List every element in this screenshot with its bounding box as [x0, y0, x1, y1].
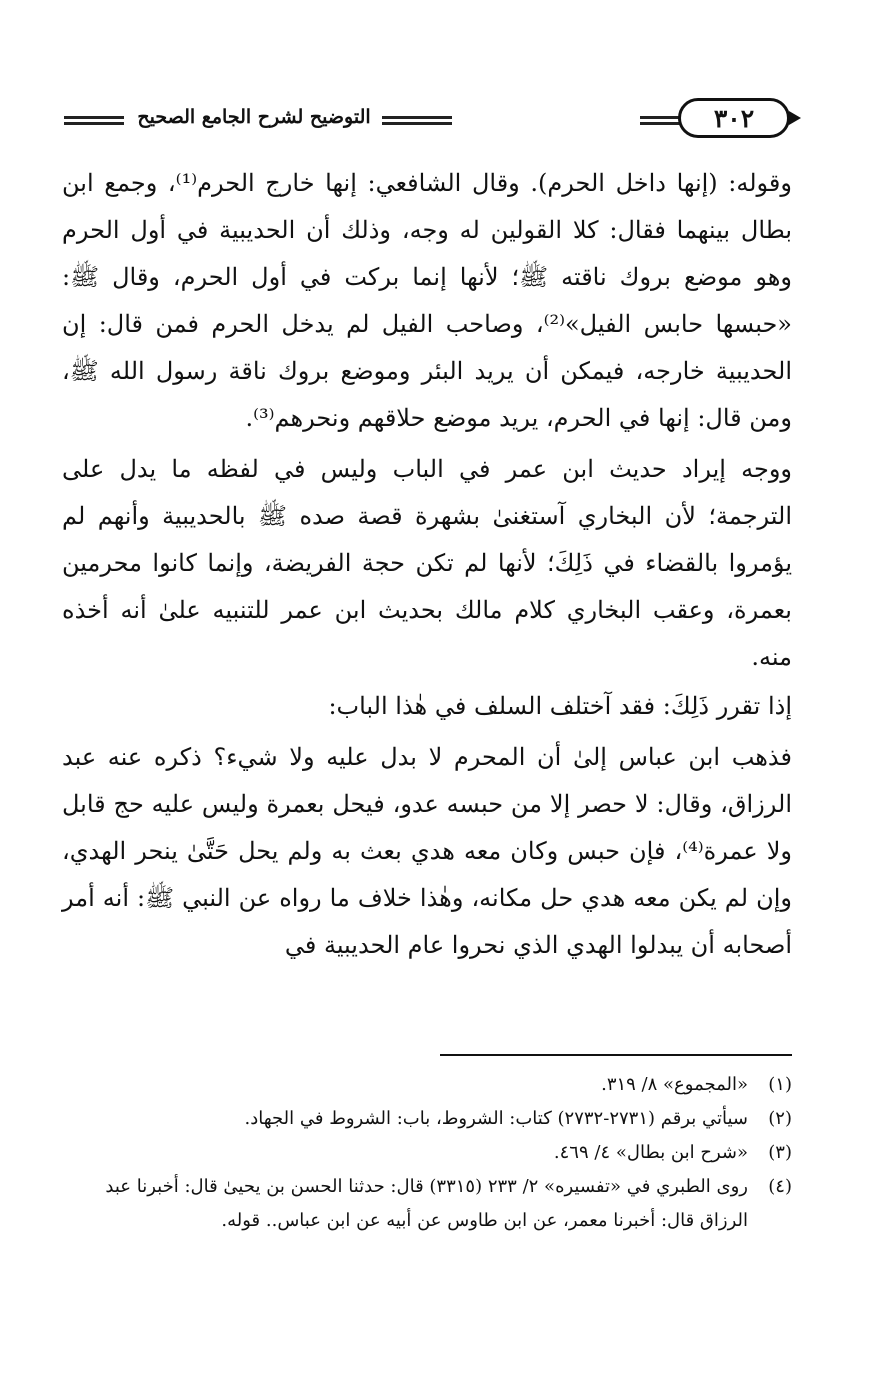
page-number: ٣٠٢ — [678, 98, 790, 138]
running-header — [62, 98, 792, 148]
paragraph: وقوله: (إنها داخل الحرم). وقال الشافعي: إنها خارج الحرم⁽¹⁾، وجمع ابن بطال بينهما فقال: كلا القولين له وجه، وذلك أن الحديبية في أول الحرم وهو موضع بروك ناقته ﷺ؛ لأنها إنما بركت في أول الحرم، وقال ﷺ: «حبسها حابس الفيل»⁽²⁾، وصاحب الفيل لم يدخل الحرم فمن قال: إن الحديبية خارجه، فيمكن أن يريد البئر وموضع بروك ناقة رسول الله ﷺ، ومن قال: إنها في الحرم، يريد موضع حلاقهم ونحرهم⁽³⁾. — [62, 169, 792, 432]
paragraph: فذهب ابن عباس إلىٰ أن المحرم لا بدل عليه ولا شيء؟ ذكره عنه عبد الرزاق، وقال: لا حصر إلا من حبسه عدو، فيحل بعمرة وليس عليه حج قابل ولا عمرة⁽⁴⁾، فإن حبس وكان معه هدي بعث به ولم يحل حَتَّىٰ ينحر الهدي، وإن لم يكن معه هدي حل مكانه، وهٰذا خلاف ما رواه عن النبي ﷺ: أنه أمر أصحابه أن يبدلوا الهدي الذي نحروا عام الحديبية في — [62, 743, 792, 959]
footnote-number: (٢) — [768, 1108, 792, 1129]
footnote — [62, 1136, 792, 1170]
main-text — [62, 160, 792, 969]
footnote — [62, 1068, 792, 1102]
footnote-text: «المجموع» ٨/ ٣١٩. — [601, 1074, 748, 1095]
paragraph: ووجه إيراد حديث ابن عمر في الباب وليس في لفظه ما يدل على الترجمة؛ لأن البخاري آستغنىٰ بشهرة قصة صده ﷺ بالحديبية وأنهم لم يؤمروا بالقضاء في ذَلِكَ؛ لأنها لم تكن حجة الفريضة، وإنما كانوا محرمين بعمرة، وعقب البخاري كلام مالك بحديث ابن عمر للتنبيه علىٰ أنه أخذه منه. — [62, 455, 792, 671]
paragraph: إذا تقرر ذَلِكَ: فقد آختلف السلف في هٰذا الباب: — [328, 692, 792, 720]
header-title: التوضيح لشرح الجامع الصحيح — [137, 106, 371, 128]
header-rule — [64, 116, 124, 125]
footnote-text: «شرح ابن بطال» ٤/ ٤٦٩. — [553, 1142, 748, 1163]
footnote — [62, 1170, 792, 1238]
footnote-text: سيأتي برقم (٢٧٣١-٢٧٣٢) كتاب: الشروط، باب: الشروط في الجهاد. — [244, 1108, 748, 1129]
footnote-divider — [440, 1054, 792, 1056]
footnote-text: روى الطبري في «تفسيره» ٢/ ٢٣٣ (٣٣١٥) قال: حدثنا الحسن بن يحيىٰ قال: أخبرنا عبد الرزاق قال: أخبرنا معمر، عن ابن طاوس عن أبيه عن ابن عباس.. قوله. — [105, 1176, 748, 1231]
header-rule — [382, 116, 452, 125]
footnote-number: (٣) — [768, 1142, 792, 1163]
footnote — [62, 1102, 792, 1136]
footnote-number: (٤) — [768, 1176, 792, 1197]
footnote-number: (١) — [768, 1074, 792, 1095]
footnotes — [62, 1068, 792, 1238]
